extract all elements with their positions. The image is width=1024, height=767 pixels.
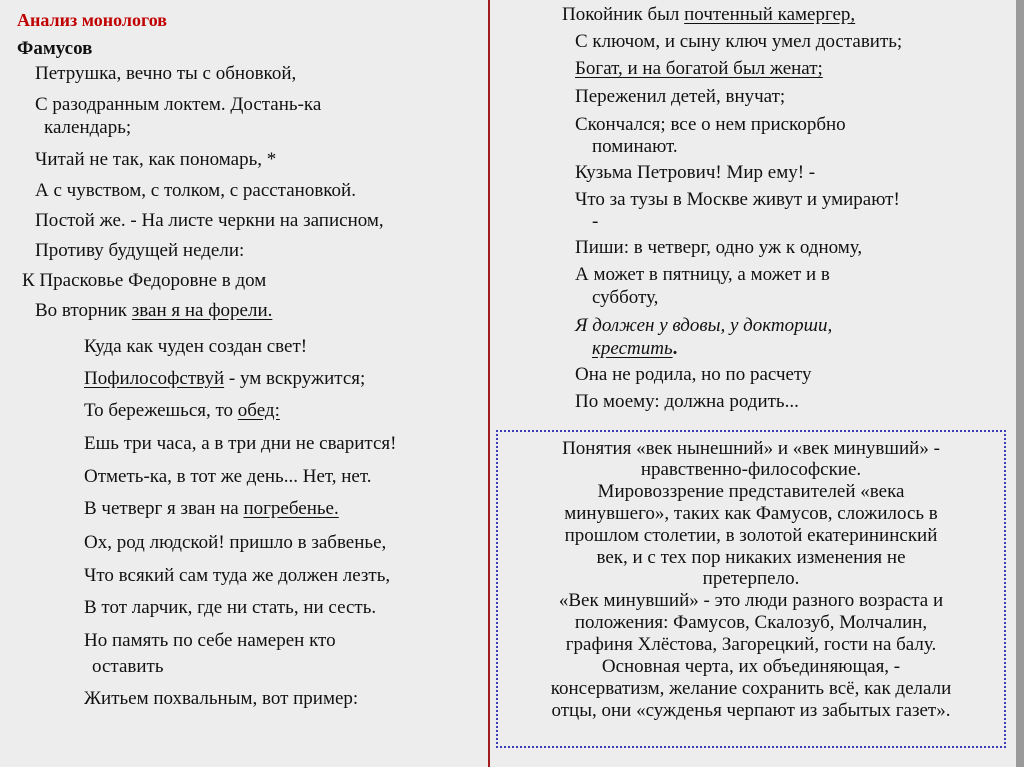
verse-line: С ключом, и сыну ключ умел доставить;: [575, 31, 903, 52]
commentary-box: [496, 430, 1006, 748]
commentary-line: претерпело.: [702, 568, 800, 589]
underlined-phrase: зван я на форели.: [131, 300, 273, 321]
commentary-line: прошлом столетии, в золотой екатерининский: [564, 525, 938, 546]
verse-line: Что всякий сам туда же должен лезть,: [84, 565, 391, 586]
verse-line: Переженил детей, внучат;: [575, 86, 786, 107]
commentary-line: век, и с тех пор никаких изменения не: [596, 547, 906, 568]
text-span: - ум вскружится;: [224, 368, 366, 389]
verse-line: -: [592, 211, 599, 232]
verse-line: Петрушка, вечно ты с обновкой,: [35, 63, 297, 84]
verse-line: В тот ларчик, где ни стать, ни сесть.: [84, 597, 377, 618]
commentary-line: Мировоззрение представителей «века: [597, 481, 905, 502]
verse-line: [592, 338, 677, 360]
right-edge-bar: [1016, 0, 1024, 767]
verse-line: Я должен у вдовы, у докторши,: [575, 315, 833, 336]
verse-line: Ешь три часа, а в три дни не сварится!: [84, 433, 397, 454]
verse-line: Житьем похвальным, вот пример:: [84, 688, 359, 709]
speaker-name: Фамусов: [17, 38, 93, 59]
commentary-line: Понятия «век нынешний» и «век минувший» -: [562, 438, 940, 459]
verse-line: Скончался; все о нем прискорбно: [575, 114, 846, 135]
text-span: В четверг я зван на: [84, 498, 244, 519]
verse-line: Читай не так, как пономарь, *: [35, 149, 277, 170]
verse-line: С разодранным локтем. Достань-ка: [35, 94, 322, 115]
verse-line: оставить: [92, 656, 164, 677]
commentary-line: минувшего», таких как Фамусов, сложилось в: [564, 503, 938, 524]
text-span: Во вторник: [35, 300, 132, 321]
text-span: .: [672, 338, 678, 359]
underlined-phrase: почтенный камергер,: [684, 4, 856, 25]
commentary-line: нравственно-философские.: [640, 459, 862, 480]
verse-line: [84, 498, 339, 520]
verse-line: Куда как чуден создан свет!: [84, 336, 308, 357]
verse-line: [84, 400, 280, 422]
verse-line: [35, 300, 272, 322]
verse-line: Пиши: в четверг, одно уж к одному,: [575, 237, 863, 258]
commentary-line: отцы, они «сужденья черпают из забытых газет».: [551, 700, 951, 721]
verse-line: Богат, и на богатой был женат;: [575, 58, 823, 79]
commentary-line: Основная черта, их объединяющая, -: [601, 656, 901, 677]
verse-line: Ох, род людской! пришло в забвенье,: [84, 532, 387, 553]
column-divider: [488, 0, 490, 767]
verse-line: поминают.: [592, 136, 678, 157]
verse-line: [562, 4, 855, 26]
verse-line: Что за тузы в Москве живут и умирают!: [575, 189, 900, 210]
verse-line: Кузьма Петрович! Мир ему! -: [575, 162, 816, 183]
text-span: Покойник был: [562, 4, 685, 25]
slide-title: Анализ монологов: [17, 10, 167, 30]
verse-line: Постой же. - На листе черкни на записном,: [35, 210, 384, 231]
commentary-line: консерватизм, желание сохранить всё, как делали: [550, 678, 952, 699]
verse-line: Но память по себе намерен кто: [84, 630, 336, 651]
commentary-line: графиня Хлёстова, Загорецкий, гости на балу.: [565, 634, 937, 655]
verse-line: Отметь-ка, в тот же день... Нет, нет.: [84, 466, 372, 487]
commentary-line: положения: Фамусов, Скалозуб, Молчалин,: [574, 612, 928, 633]
text-span: То бережешься, то: [84, 400, 238, 421]
verse-line: Противу будущей недели:: [35, 240, 245, 261]
verse-line: А может в пятницу, а может и в: [575, 264, 830, 285]
verse-line: календарь;: [44, 117, 132, 138]
underlined-phrase: обед:: [237, 400, 280, 421]
underlined-phrase: крестить: [592, 338, 673, 359]
underlined-phrase: погребенье.: [243, 498, 339, 519]
verse-line: Она не родила, но по расчету: [575, 364, 812, 385]
underlined-phrase: Пофилософствуй: [84, 368, 225, 389]
verse-line: По моему: должна родить...: [575, 391, 799, 412]
verse-line: К Прасковье Федоровне в дом: [22, 270, 267, 291]
commentary-line: «Век минувший» - это люди разного возраста и: [558, 590, 944, 611]
verse-line: субботу,: [592, 287, 659, 308]
verse-line: А с чувством, с толком, с расстановкой.: [35, 180, 356, 201]
verse-line: [84, 368, 365, 390]
